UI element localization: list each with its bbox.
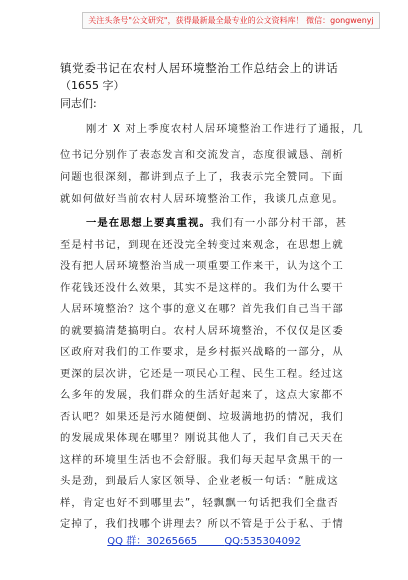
body-line: 否认吧？如果还是污水随便倒、垃圾满地扔的情况，我们 — [60, 411, 344, 423]
body-line: 的就要搞清楚搞明白。农村人居环境整治，不仅仅是区委 — [60, 325, 344, 337]
body-line: 定掉了，我们找哪个讲理去？所以不管是于公于私、于情 — [60, 518, 344, 530]
body-line: 更深的层次讲，它还是一项民心工程、民生工程。经过这 — [60, 368, 344, 380]
document-title: 镇党委书记在农村人居环境整治工作总结会上的讲话 — [60, 61, 339, 75]
body-line: 人居环境整治？这个事的意义在哪？首先我们自己当干部 — [60, 303, 344, 315]
section-heading: 一是在思想上要真重视。 — [86, 217, 211, 229]
section-first-line-text: 我们有一小部分村干部，甚 — [210, 217, 347, 229]
qq-link[interactable]: QQ:535304092 — [224, 536, 301, 547]
word-count: （1655 字） — [60, 79, 125, 92]
body-line: 位书记分别作了表态发言和交流发言，态度很诚恳、剖析 — [60, 149, 344, 161]
qq-group-link[interactable]: QQ 群：30265665 — [107, 536, 198, 547]
body-line: 的发展成果体现在哪里？刚说其他人了，我们自己天天在 — [60, 432, 344, 444]
body-line: 这样的环境里生活也不会舒服。我们每天起早贪黑干的一 — [60, 454, 344, 466]
footer-contact — [0, 532, 408, 547]
body-line: 就如何做好当前农村人居环境整治工作，我谈几点意见。 — [60, 193, 344, 205]
body-line: 作花钱还没什么效果，其实不是这样的。我们为什么要干 — [60, 282, 344, 294]
body-line: 至是村书记，到现在还没完全转变过来观念，在思想上就 — [60, 239, 344, 251]
body-line: 刚才 X 对上季度农村人居环境整治工作进行了通报，几 — [86, 123, 364, 135]
promo-banner: 关注头条号"公文研究"，获得最新最全最专业的公文资料库！ 微信：gongwenyj — [82, 12, 380, 29]
body-line: 区政府对我们的工作要求，是乡村振兴战略的一部分，从 — [60, 346, 344, 358]
body-line: 没有把人居环境整治当成一项重要工作来干，认为这个工 — [60, 260, 344, 272]
body-line: 样，肯定也好不到哪里去”，轻飘飘一句话把我们全盘否 — [60, 497, 339, 509]
body-line: 问题也很深刻，都讲到点子上了，我表示完全赞同。下面 — [60, 171, 344, 183]
greeting: 同志们: — [60, 97, 97, 110]
body-line: 么多年的发展，我们群众的生活好起来了，这点大家都不 — [60, 389, 344, 401]
body-line: 头是劲，到最后人家区领导、企业老板一句话：“脏成这 — [60, 475, 339, 487]
section-first-line — [86, 216, 360, 230]
